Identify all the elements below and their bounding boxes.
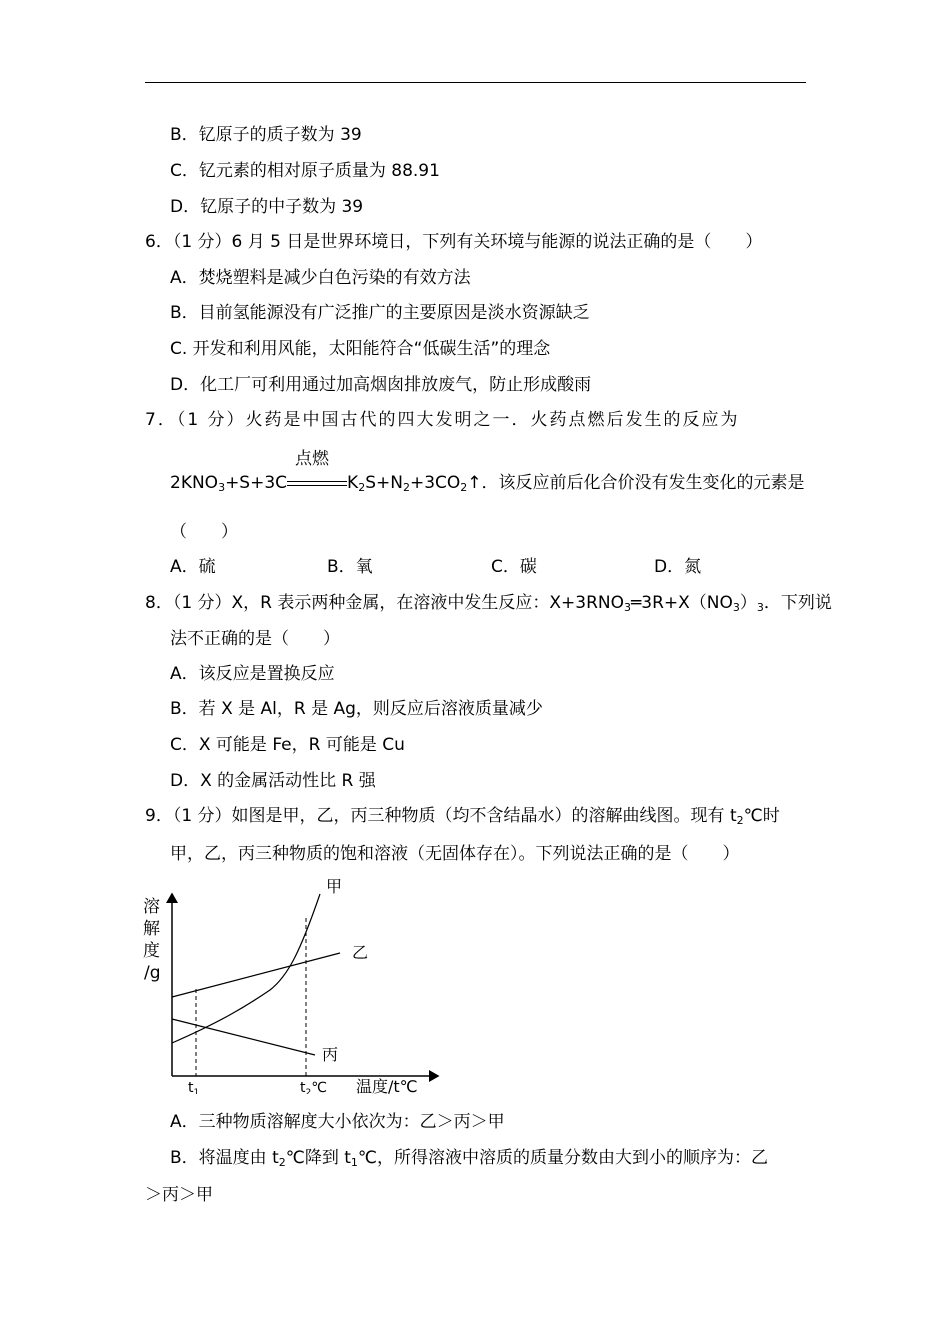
curve-bing [172,1019,315,1055]
tick-t2: $t_2℃$ [300,1080,327,1094]
q7-answer-paren: （ ） [170,522,238,542]
q6-option-d: D．化工厂可利用通过加高烟囱排放废气，防止形成酸雨 [170,375,592,395]
q9-option-b-line2: ＞丙＞甲 [145,1185,213,1205]
q9-option-a: A．三种物质溶解度大小依次为：乙＞丙＞甲 [170,1112,505,1132]
q7-option-a: A．硫 [170,557,216,577]
option-d-prev: D．钇原子的中子数为 39 [170,197,364,217]
option-b-prev: B．钇原子的质子数为 39 [170,125,362,145]
q6-option-c: C. 开发和利用风能，太阳能符合“低碳生活”的理念 [170,339,551,359]
x-axis-label: 温度/t℃ [356,1077,418,1094]
question-8-stem-line1: 8．（1 分）X，R 表示两种金属，在溶液中发生反应：$X+3RNO_3═3R+X(NO_3)_3$．下列说 [145,593,832,614]
question-7-stem: 7．（1 分）火药是中国古代的四大发明之一．火药点燃后发生的反应为 [145,410,740,430]
solubility-chart [140,872,450,1094]
reaction-condition: 点燃 [295,449,330,469]
question-6-stem: 6．（1 分）6 月 5 日是世界环境日，下列有关环境与能源的说法正确的是（ ） [145,232,763,252]
y-label-4: /g [144,963,161,983]
option-c-prev: C．钇元素的相对原子质量为 88.91 [170,161,440,181]
q8-option-c: C．X 可能是 Fe，R 可能是 Cu [170,735,405,755]
question-9-stem-line1: 9．（1 分）如图是甲，乙，丙三种物质（均不含结晶水）的溶解曲线图。现有 $t_2℃$时 [145,806,780,827]
y-label-3: 度 [143,941,160,961]
reaction-condition-mark [287,449,347,494]
question-9-stem-line2: 甲，乙，丙三种物质的饱和溶液（无固体存在）。下列说法正确的是（ ） [170,844,740,864]
tick-t1: $t_1$ [188,1080,200,1094]
series-label-yi: 乙 [352,943,369,962]
q6-option-a: A．焚烧塑料是减少白色污染的有效方法 [170,268,471,288]
q8-option-d: D．X 的金属活动性比 R 强 [170,771,376,791]
question-8-stem-line2: 法不正确的是（ ） [170,629,340,649]
q7-option-b: B．氧 [327,557,373,577]
q7-option-d: D．氮 [654,557,702,577]
q8-option-a: A．该反应是置换反应 [170,664,335,684]
series-label-bing: 丙 [322,1045,339,1064]
series-label-jia: 甲 [326,877,343,896]
curve-yi [172,953,340,997]
q8-option-b: B．若 X 是 Al，R 是 Ag，则反应后溶液质量减少 [170,699,543,719]
y-label-2: 解 [143,919,160,939]
q6-option-b: B．目前氢能源没有广泛推广的主要原因是淡水资源缺乏 [170,303,590,323]
curve-jia [172,894,320,1043]
y-label-1: 溶 [143,897,160,917]
header-rule [145,82,806,83]
q9-option-b-line1: B．将温度由 $t_2℃$降到 $t_1℃$，所得溶液中溶质的质量分数由大到小的顺序为：乙 [170,1148,768,1169]
q7-option-c: C．碳 [491,557,537,577]
q7-equation: $2KNO_3+S+3C$ 点燃 $K_2S+N_2+3CO_2↑$．该反应前后化合价没有发生变化的元素是 [170,449,805,494]
